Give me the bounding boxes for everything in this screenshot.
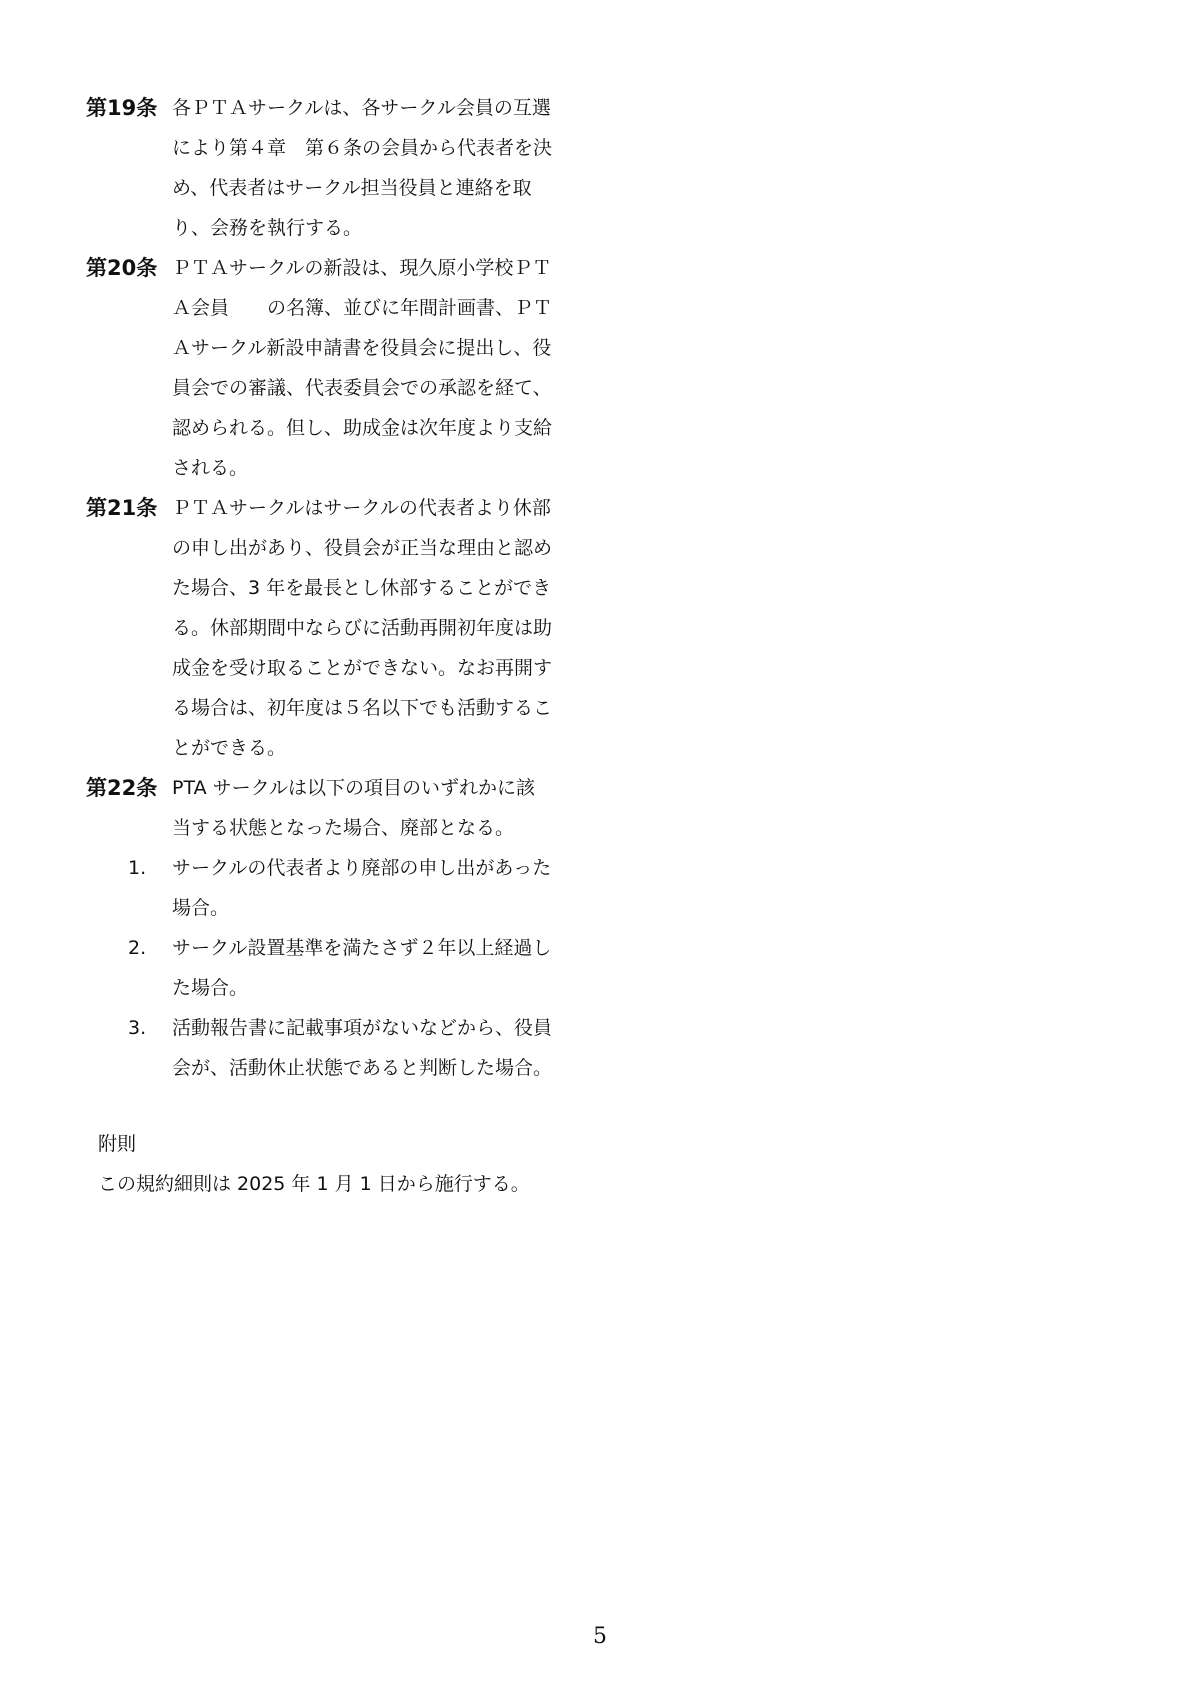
list-item <box>128 1008 606 1088</box>
text-line: 当する状態となった場合、廃部となる。 <box>172 817 515 839</box>
article-label: 第21条 <box>86 496 158 520</box>
article-text <box>172 768 584 848</box>
article-label: 第22条 <box>86 776 158 800</box>
article-22 <box>86 768 606 848</box>
text-line: た場合。 <box>172 977 249 999</box>
list-item <box>128 848 606 928</box>
text-line: サークルの代表者より廃部の申し出があった <box>172 857 552 879</box>
text-line: サークル設置基準を満たさず２年以上経過し <box>172 937 552 959</box>
text-line: た場合、3 年を最長とし休部することができ <box>172 577 552 599</box>
text-line: 場合。 <box>172 897 230 919</box>
article-text <box>172 88 584 248</box>
text-line: により第４章 第６条の会員から代表者を決 <box>172 137 553 159</box>
article-19 <box>86 88 606 248</box>
text-line: PTA サークルは以下の項目のいずれかに該 <box>172 777 536 799</box>
text-line: る。休部期間中ならびに活動再開初年度は助 <box>172 617 553 639</box>
text-line: ＰＴＡサークルはサークルの代表者より休部 <box>172 497 551 519</box>
list-item-number: 1. <box>128 857 147 879</box>
list-item-text <box>172 1008 584 1088</box>
article-label: 第19条 <box>86 96 158 120</box>
text-line: Ａ会員 の名簿、並びに年間計画書、ＰＴ <box>172 297 553 319</box>
text-line: 成金を受け取ることができない。なお再開す <box>172 657 553 679</box>
text-line: ＰＴＡサークルの新設は、現久原小学校ＰＴ <box>172 257 552 279</box>
text-line: 認められる。但し、助成金は次年度より支給 <box>172 417 553 439</box>
text-line: 各ＰＴＡサークルは、各サークル会員の互選 <box>172 97 551 119</box>
appendix-section <box>98 1124 530 1204</box>
text-line: り、会務を執行する。 <box>172 217 363 239</box>
text-line: る場合は、初年度は５名以下でも活動するこ <box>172 697 553 719</box>
article-22-item-list <box>128 848 606 1088</box>
page-number: 5 <box>593 1624 607 1649</box>
list-item-text <box>172 848 584 928</box>
list-item-number: 2. <box>128 937 147 959</box>
text-line: Ａサークル新設申請書を役員会に提出し、役 <box>172 337 552 359</box>
article-text <box>172 488 584 768</box>
list-item <box>128 928 606 1008</box>
article-label: 第20条 <box>86 256 158 280</box>
article-21 <box>86 488 606 768</box>
document-body <box>86 88 606 1088</box>
text-line: とができる。 <box>172 737 287 759</box>
article-text <box>172 248 584 488</box>
text-line: 活動報告書に記載事項がないなどから、役員 <box>172 1017 553 1039</box>
text-line: の申し出があり、役員会が正当な理由と認め <box>172 537 553 559</box>
text-line: される。 <box>172 457 249 479</box>
text-line: 員会での審議、代表委員会での承認を経て、 <box>172 377 552 399</box>
article-20 <box>86 248 606 488</box>
appendix-heading: 附則 <box>98 1133 137 1155</box>
text-line: 会が、活動休止状態であると判断した場合。 <box>172 1057 553 1079</box>
text-line: め、代表者はサークル担当役員と連絡を取 <box>172 177 532 199</box>
list-item-number: 3. <box>128 1017 147 1039</box>
list-item-text <box>172 928 584 1008</box>
appendix-text: この規約細則は 2025 年 1 月 1 日から施行する。 <box>98 1173 530 1195</box>
